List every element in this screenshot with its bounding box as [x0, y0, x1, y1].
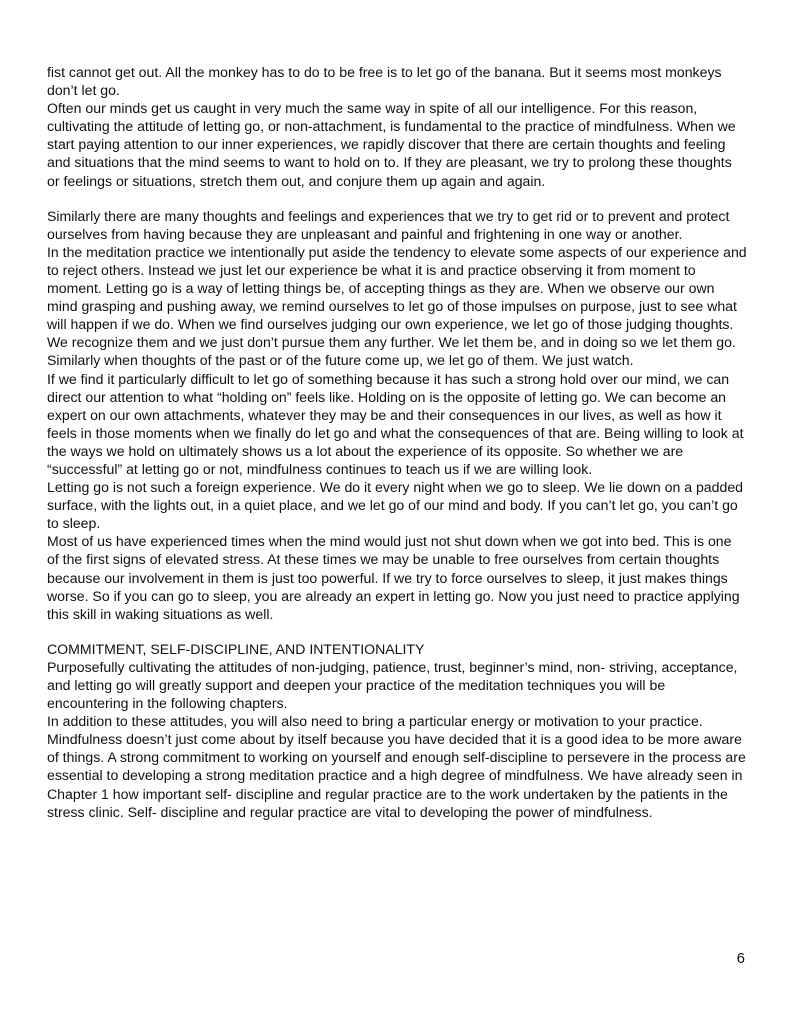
paragraph-commitment: In addition to these attitudes, you will also need to bring a particular energy or motivation to your practice. Mindfulness doesn’t just come about by itself because you have decided that it is a good idea to be more aware of things. A strong commitment to working on yourself and enough self-discipline to persevere in the process are essential to developing a strong meditation practice and a high degree of mindfulness. We have already seen in Chapter 1 how important self- discipline and regular practice are to the work undertaken by the patients in the stress clinic. Self- discipline and regular practice are vital to developing the power of mindfulness.	[47, 713, 746, 820]
paragraph-monkey-ending: fist cannot get out. All the monkey has to do to be free is to let go of the banana. But it seems most monkeys don’t let go.	[47, 64, 722, 99]
paragraph-sleep-letting-go: Letting go is not such a foreign experience. We do it every night when we go to sleep. We lie down on a padded surface, with the lights out, in a quiet place, and we let go of our mind and body. If you can’t let go, you can’t go to sleep.	[47, 479, 743, 532]
document-page	[47, 63, 747, 821]
paragraph-elevated-stress: Most of us have experienced times when the mind would just not shut down when we got into bed. This is one of the first signs of elevated stress. At these times we may be unable to free ourselves from certain thoughts because our involvement in them is just too powerful. If we try to force ourselves to sleep, it just makes things worse. So if you can go to sleep, you are already an expert in letting go. Now you just need to practice applying this skill in waking situations as well.	[47, 533, 740, 622]
paragraph-gap	[47, 190, 747, 207]
paragraph-meditation-practice: In the meditation practice we intentionally put aside the tendency to elevate some aspects of our experience and to reject others. Instead we just let our experience be what it is and practice observing it from moment to moment. Letting go is a way of letting things be, of accepting things as they are. When we observe our own mind grasping and pushing away, we remind ourselves to let go of those impulses on purpose, just to see what will happen if we do. When we find ourselves judging our own experience, we let go of those judging thoughts. We recognize them and we just don’t pursue them any further. We let them be, and in doing so we let them go. Similarly when thoughts of the past or of the future come up, we let go of them. We just watch.	[47, 243, 747, 369]
page-number: 6	[736, 950, 745, 967]
paragraph-holding-on: If we find it particularly difficult to let go of something because it has such a strong hold over our mind, we can direct our attention to what “holding on” feels like. Holding on is the opposite of letting go. We can become an expert on our own attachments, whatever they may be and their consequences in our lives, as well as how it feels in those moments when we finally do let go and what the consequences of that are. Being willing to look at the ways we hold on ultimately shows us a lot about the experience of its opposite. So whether we are “successful” at letting go or not, mindfulness continues to teach us if we are willing look.	[47, 370, 744, 477]
section-heading: COMMITMENT, SELF-DISCIPLINE, AND INTENTIONALITY	[47, 640, 425, 657]
paragraph-cultivating-attitudes: Purposefully cultivating the attitudes of non-judging, patience, trust, beginner’s mind, non- striving, acceptance, and letting go will greatly support and deepen your practice of the meditation techniques you will be encountering in the following chapters.	[47, 658, 738, 712]
section-gap	[47, 623, 747, 640]
paragraph-unpleasant-experiences: Similarly there are many thoughts and feelings and experiences that we try to get rid or to prevent and protect ourselves from having because they are unpleasant and painful and frightening in one way or another.	[47, 207, 730, 242]
paragraph-minds-caught: Often our minds get us caught in very much the same way in spite of all our intelligence. For this reason, cultivating the attitude of letting go, or non-attachment, is fundamental to the practice of mindfulness. When we start paying attention to our inner experiences, we rapidly discover that there are certain thoughts and feeling and situations that the mind seems to want to hold on to. If they are pleasant, we try to prolong these thoughts or feelings or situations, stretch them out, and conjure them up again and again.	[47, 100, 736, 189]
